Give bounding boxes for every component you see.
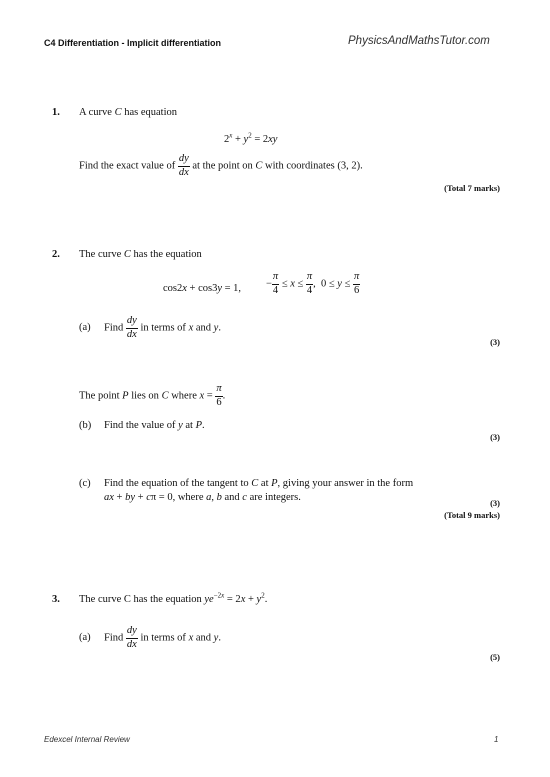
question-3-number: 3. xyxy=(52,594,60,605)
question-1-number: 1. xyxy=(52,107,60,118)
question-1-intro: A curve C has equation xyxy=(79,107,177,118)
footer-source: Edexcel Internal Review xyxy=(44,735,130,744)
header-site: PhysicsAndMathsTutor.com xyxy=(348,35,490,47)
question-2c-marks: (3) xyxy=(490,498,500,508)
question-3a-text: Find $\frac{dy}{dx}$ in terms of x and y. xyxy=(104,625,221,650)
question-2a-label: (a) xyxy=(79,322,91,333)
question-2-total: (Total 9 marks) xyxy=(444,510,500,520)
question-2c-text-2: ax + by + cπ = 0, where a, b and c are integers. xyxy=(104,492,301,503)
question-1-find: Find the exact value of $\frac{dy}{dx}$ at the point on C with coordinates (3, 2). xyxy=(79,153,363,178)
question-2-equation: cos2x + cos3y = 1, xyxy=(163,283,242,294)
question-2c-text-1: Find the equation of the tangent to C at P, giving your answer in the form xyxy=(104,478,414,489)
footer-page-number: 1 xyxy=(494,735,499,744)
question-2-number: 2. xyxy=(52,249,60,260)
question-1-total: (Total 7 marks) xyxy=(444,183,500,193)
question-2-intro: The curve C has the equation xyxy=(79,249,202,260)
question-3a-marks: (5) xyxy=(490,652,500,662)
question-3a-label: (a) xyxy=(79,632,91,643)
question-3-intro: The curve C has the equation $ye^{-2x} = 2x + y^2$. xyxy=(79,591,268,605)
question-2-point-p: The point P lies on C where x = $\frac{\pi}{6}$ . xyxy=(79,383,226,408)
question-2b-text: Find the value of y at P. xyxy=(104,420,205,431)
question-2a-marks: (3) xyxy=(490,337,500,347)
header-title: C4 Differentiation - Implicit differentiation xyxy=(44,38,222,48)
question-2c-label: (c) xyxy=(79,478,91,489)
question-2-range: − $\frac{\pi}{4}$ ≤ x ≤ $\frac{\pi}{4}$ , 0 ≤ y ≤ $\frac{\pi}{6}$ xyxy=(266,271,360,296)
question-2b-label: (b) xyxy=(79,420,92,431)
question-2a-text: Find $\frac{dy}{dx}$ in terms of x and y. xyxy=(104,315,221,340)
question-2b-marks: (3) xyxy=(490,432,500,442)
dy-dx-fraction: $\frac{dy}{dx}$ xyxy=(178,153,189,178)
question-1-equation: $2^x + y^2 = 2xy$ xyxy=(224,131,278,145)
